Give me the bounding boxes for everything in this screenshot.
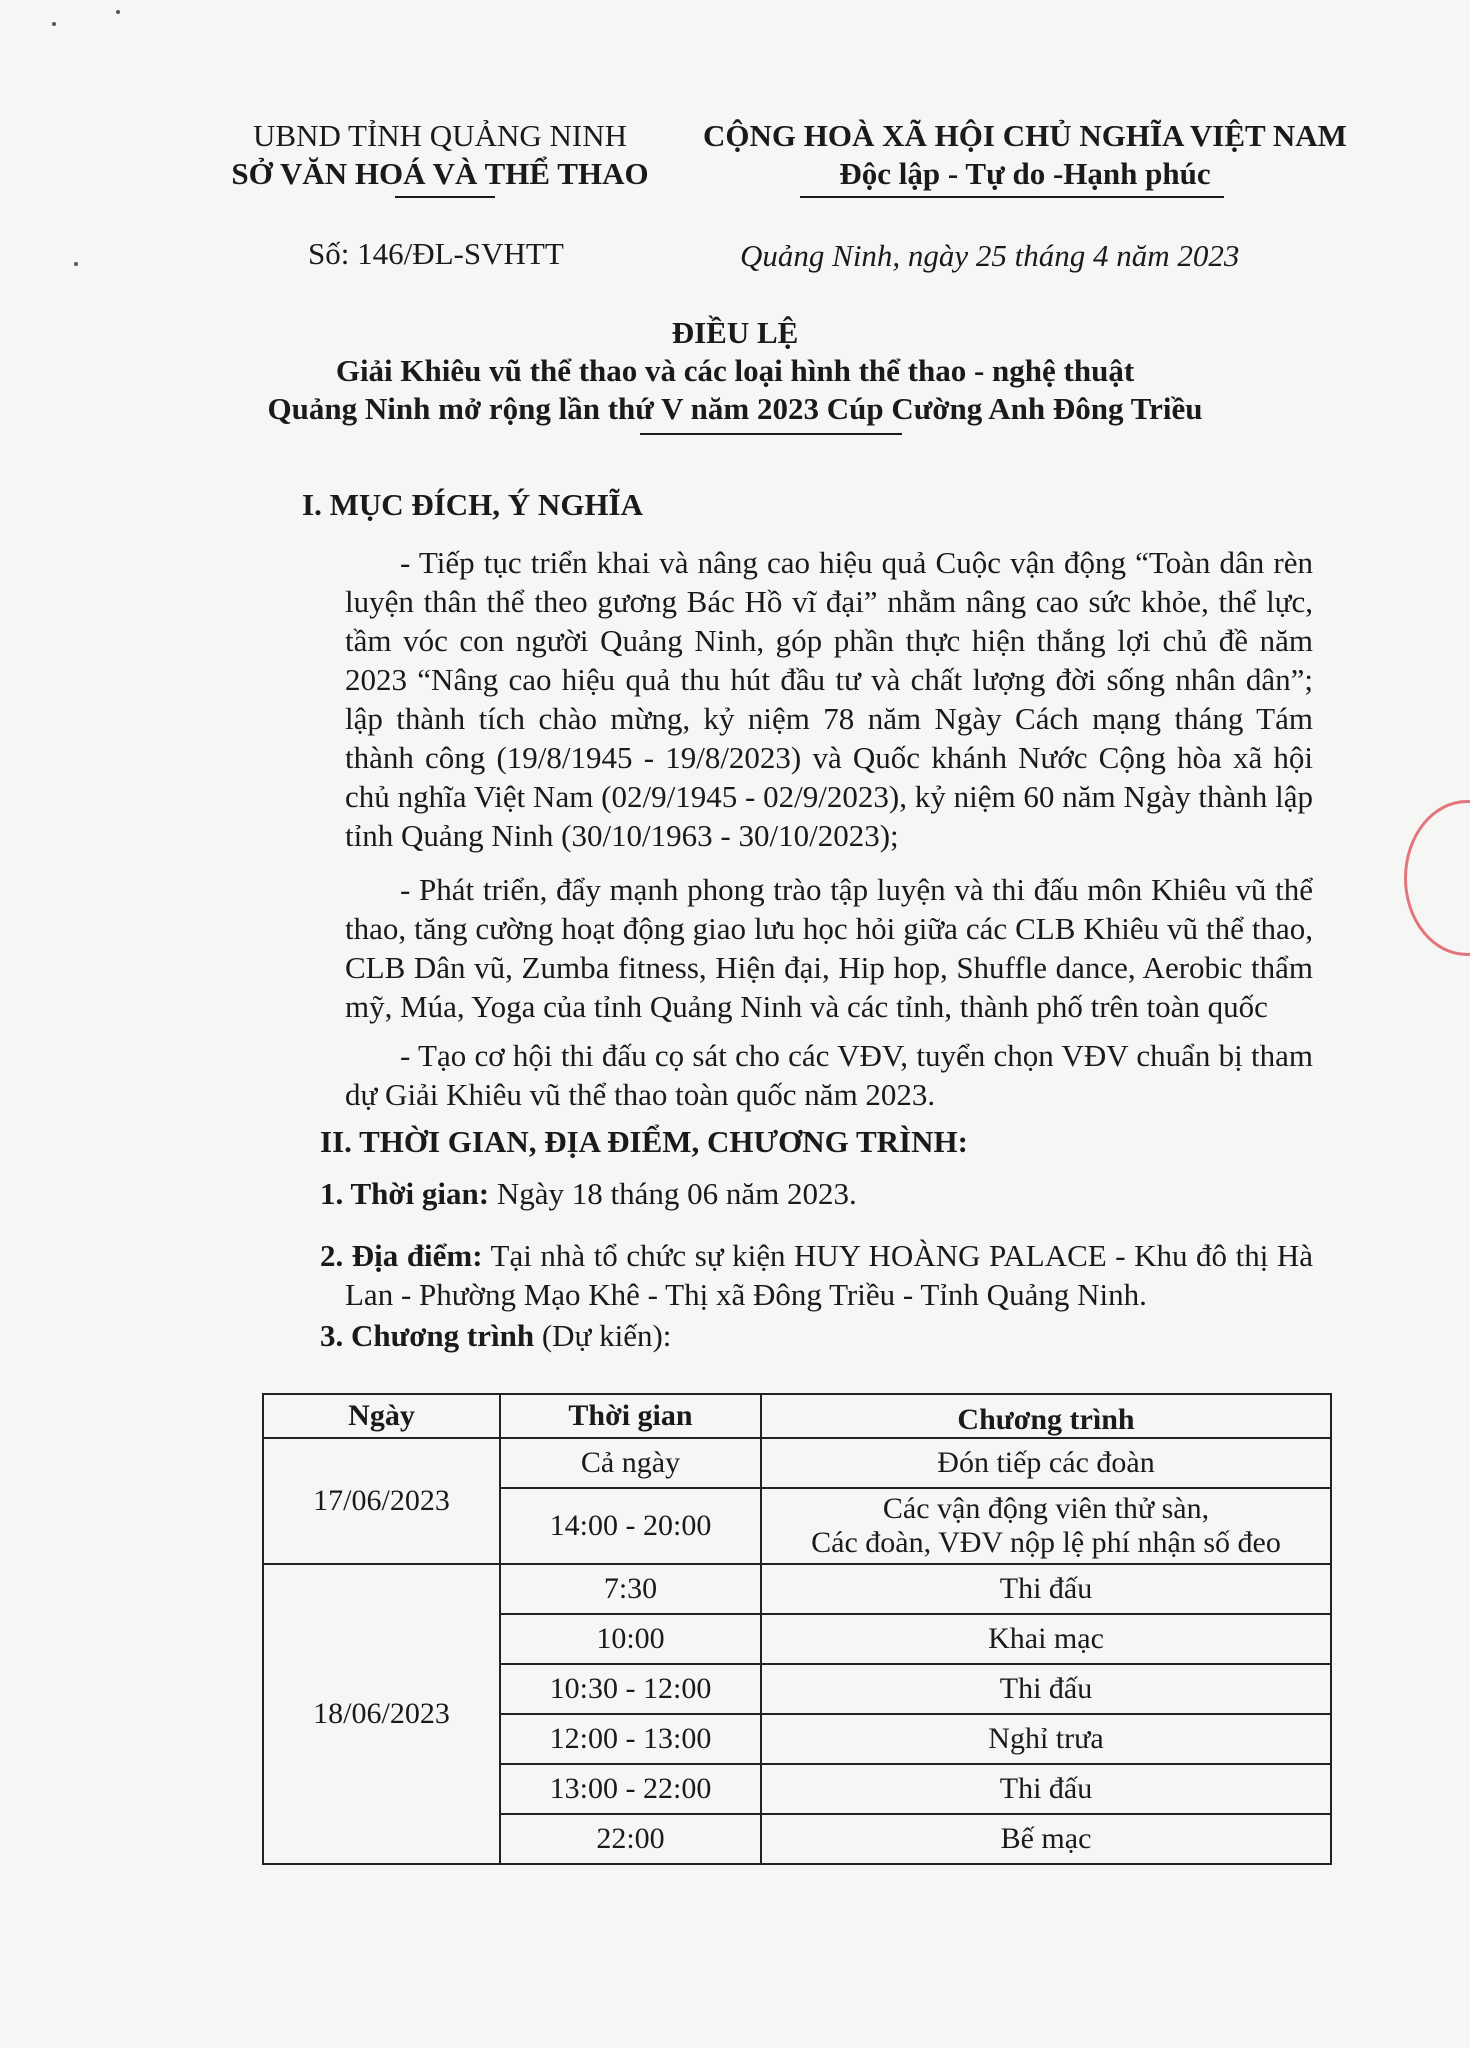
program-label: 3. Chương trình: [320, 1318, 535, 1353]
official-stamp-fragment: [1404, 800, 1470, 956]
agency-name: SỞ VĂN HOÁ VÀ THỂ THAO: [231, 156, 649, 191]
purpose-text-1: - Tiếp tục triển khai và nâng cao hiệu quả Cuộc vận động “Toàn dân rèn luyện thân thể theo gương Bác Hồ vĩ đại” nhằm nâng cao sức khỏe, thể lực, tầm vóc con người Quảng Ninh, góp phần thực hiện thắng lợi chủ đề năm 2023 “Nâng cao hiệu quả thu hút đầu tư và chất lượng đời sống nhân dân”; lập thành tích chào mừng, kỷ niệm 78 năm Ngày Cách mạng tháng Tám thành công (19/8/1945 - 19/8/2023) và Quốc khánh Nước Cộng hòa xã hội chủ nghĩa Việt Nam (02/9/1945 - 02/9/2023), kỷ niệm 60 năm Ngày thành lập tỉnh Quảng Ninh (30/10/1963 - 30/10/2023);: [345, 545, 1313, 853]
document-number: Số: 146/ĐL-SVHTT: [308, 236, 564, 271]
table-header-row: [263, 1394, 1331, 1438]
national-title: CỘNG HOÀ XÃ HỘI CHỦ NGHĨA VIỆT NAM: [703, 118, 1347, 153]
document-date: Quảng Ninh, ngày 25 tháng 4 năm 2023: [740, 238, 1240, 273]
header-day: Ngày: [263, 1394, 500, 1438]
time-cell: 12:00 - 13:00: [500, 1714, 761, 1764]
event-time-value: Ngày 18 tháng 06 năm 2023.: [489, 1176, 857, 1211]
program-note: (Dự kiến):: [534, 1318, 672, 1353]
header-time: Thời gian: [500, 1394, 761, 1438]
time-cell: Cả ngày: [500, 1438, 761, 1488]
program-line: Các vận động viên thử sàn,: [882, 1492, 1210, 1525]
scan-speck: [52, 22, 56, 26]
table-row: [263, 1438, 1331, 1488]
time-cell: 14:00 - 20:00: [500, 1488, 761, 1564]
event-time: [320, 1176, 1290, 1212]
purpose-paragraph-1: [345, 543, 1313, 855]
program-cell-multiline: [761, 1488, 1331, 1564]
program-cell: Đón tiếp các đoàn: [761, 1438, 1331, 1488]
scan-speck: [74, 262, 78, 266]
national-motto: Độc lập - Tự do -Hạnh phúc: [839, 156, 1211, 191]
time-cell: 10:00: [500, 1614, 761, 1664]
event-time-label: 1. Thời gian:: [320, 1176, 490, 1211]
title-underline: [640, 433, 902, 435]
time-cell: 13:00 - 22:00: [500, 1764, 761, 1814]
table-row: [263, 1564, 1331, 1614]
program-cell: Bế mạc: [761, 1814, 1331, 1864]
time-cell: 7:30: [500, 1564, 761, 1614]
program-cell: Nghỉ trưa: [761, 1714, 1331, 1764]
section-heading-purpose: I. MỤC ĐÍCH, Ý NGHĨA: [302, 487, 643, 522]
time-cell: 10:30 - 12:00: [500, 1664, 761, 1714]
purpose-text-2: - Phát triển, đẩy mạnh phong trào tập luyện và thi đấu môn Khiêu vũ thể thao, tăng cường hoạt động giao lưu học hỏi giữa các CLB Khiêu vũ thể thao, CLB Dân vũ, Zumba fitness, Hiện đại, Hip hop, Shuffle dance, Aerobic thẩm mỹ, Múa, Yoga của tỉnh Quảng Ninh và các tỉnh, thành phố trên toàn quốc: [345, 872, 1313, 1024]
day-cell-1: 17/06/2023: [263, 1438, 500, 1564]
purpose-paragraph-2: [345, 870, 1313, 1026]
program-heading: [320, 1318, 1290, 1354]
event-place-value: Tại nhà tổ chức sự kiện HUY HOÀNG PALACE - Khu đô thị Hà Lan - Phường Mạo Khê - Thị xã Đông Triều - Tỉnh Quảng Ninh.: [345, 1238, 1313, 1312]
program-line: Các đoàn, VĐV nộp lệ phí nhận số đeo: [811, 1526, 1281, 1559]
program-cell: Thi đấu: [761, 1564, 1331, 1614]
program-cell: Thi đấu: [761, 1664, 1331, 1714]
document-subtitle-line1: Giải Khiêu vũ thể thao và các loại hình thể thao - nghệ thuật: [335, 353, 1135, 388]
header-program: Chương trình: [761, 1394, 1331, 1438]
document-title: ĐIỀU LỆ: [671, 315, 799, 350]
document-subtitle-line2: Quảng Ninh mở rộng lần thứ V năm 2023 Cúp Cường Anh Đông Triều: [267, 391, 1203, 426]
scan-speck: [116, 10, 120, 14]
section-heading-schedule: II. THỜI GIAN, ĐỊA ĐIỂM, CHƯƠNG TRÌNH:: [320, 1124, 968, 1159]
agency-underline: [395, 196, 495, 198]
purpose-text-3: - Tạo cơ hội thi đấu cọ sát cho các VĐV, tuyển chọn VĐV chuẩn bị tham dự Giải Khiêu vũ thể thao toàn quốc năm 2023.: [345, 1038, 1313, 1112]
event-place-label: 2. Địa điểm:: [320, 1238, 483, 1273]
purpose-paragraph-3: [345, 1036, 1313, 1114]
event-place: [320, 1236, 1313, 1314]
agency-parent: UBND TỈNH QUẢNG NINH: [253, 118, 627, 153]
program-cell: Khai mạc: [761, 1614, 1331, 1664]
time-cell: 22:00: [500, 1814, 761, 1864]
day-cell-2: 18/06/2023: [263, 1564, 500, 1864]
schedule-table: [262, 1393, 1332, 1865]
program-cell: Thi đấu: [761, 1764, 1331, 1814]
motto-underline: [800, 196, 1224, 198]
